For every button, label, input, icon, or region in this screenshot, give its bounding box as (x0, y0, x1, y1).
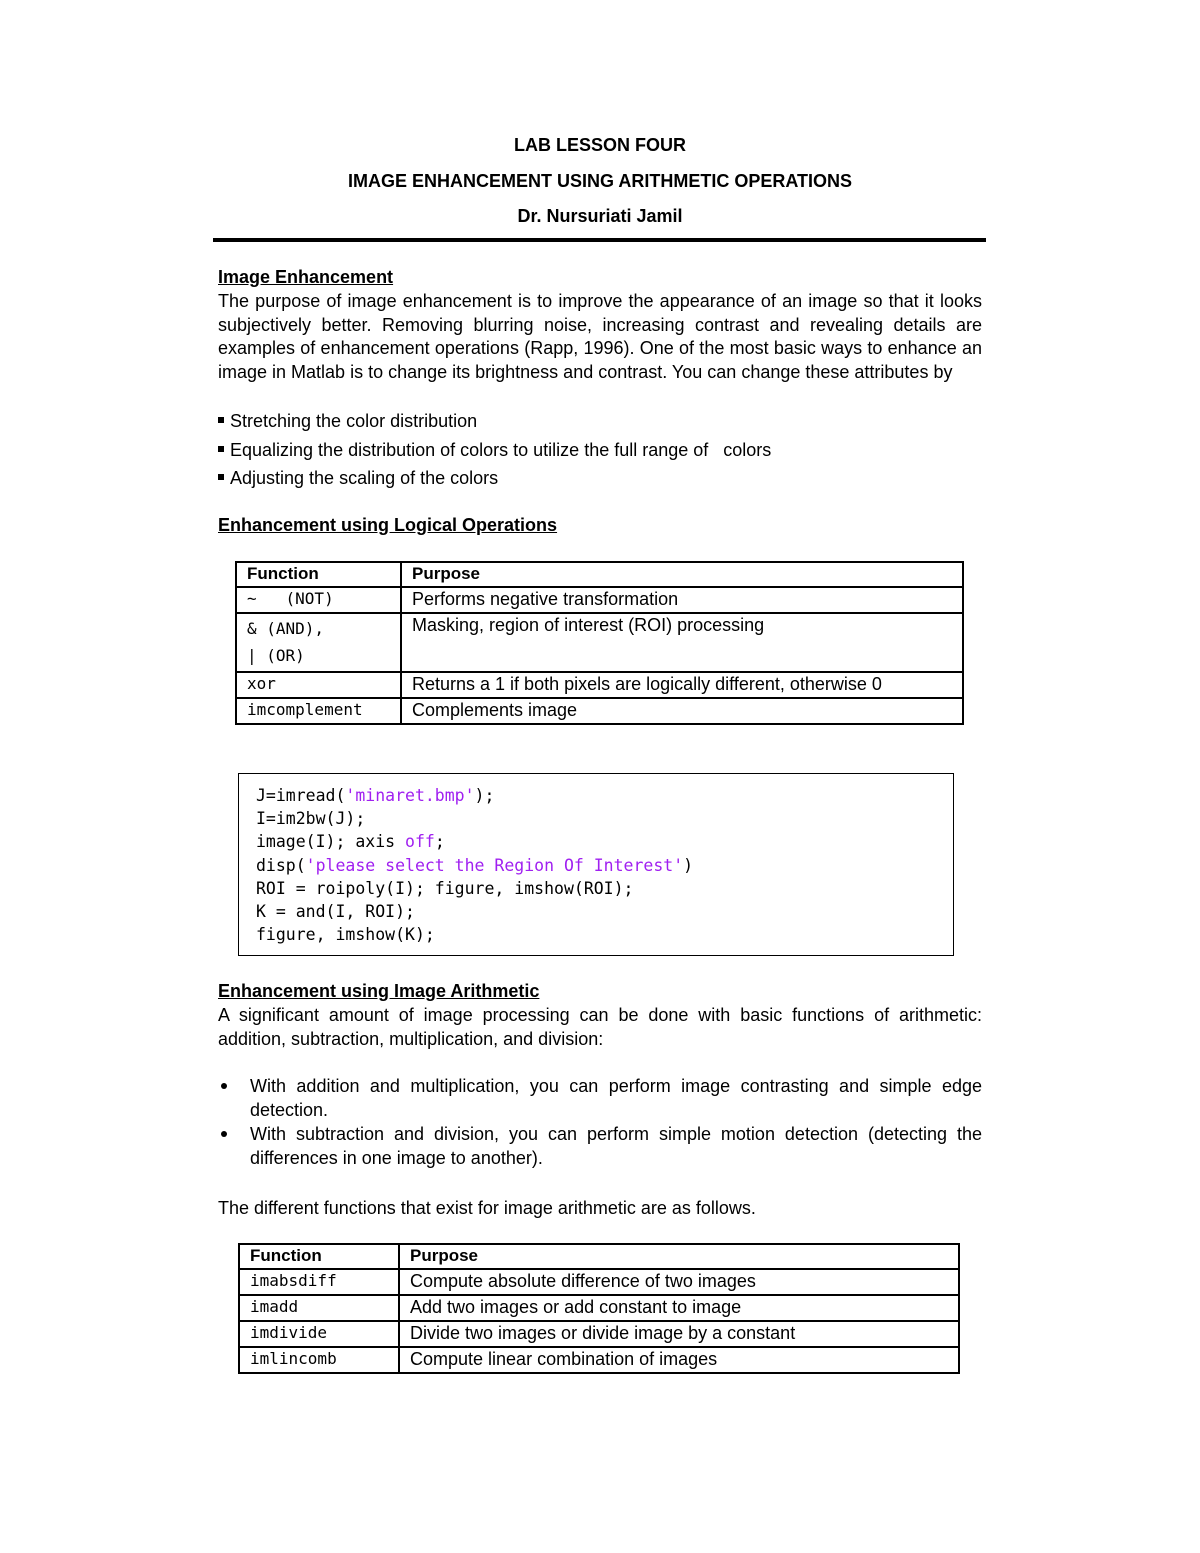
list-item: Adjusting the scaling of the colors (218, 468, 498, 489)
purpose-cell: Masking, region of interest (ROI) processing (401, 613, 963, 672)
table-row (236, 698, 963, 724)
square-bullet-icon (218, 446, 224, 452)
header-divider (213, 238, 986, 242)
lesson-subtitle: IMAGE ENHANCEMENT USING ARITHMETIC OPERATIONS (347, 171, 852, 191)
square-bullet-icon (218, 474, 224, 480)
purpose-cell: Performs negative transformation (401, 587, 963, 613)
purpose-cell: Compute linear combination of images (399, 1347, 959, 1373)
logical-operations-table (235, 561, 964, 725)
list-item: Stretching the color distribution (218, 411, 477, 432)
column-header: Purpose (401, 562, 963, 587)
table-row (236, 672, 963, 698)
code-listing: J=imread('minaret.bmp'); I=im2bw(J); image(I); axis off; disp('please select the Region Of Interest') ROI = roipoly(I); figure, imshow(ROI); K = and(I, ROI); figure, imshow(K); (256, 786, 694, 945)
table-row (239, 1269, 959, 1295)
function-cell: imadd (239, 1295, 399, 1321)
function-cell: imlincomb (239, 1347, 399, 1373)
arithmetic-bullet-list (218, 1074, 982, 1170)
intro-paragraph: The purpose of image enhancement is to improve the appearance of an image so that it looks subjectively better. Removing blurring noise, increasing contrast and revealing details are examples of enhancement operations (Rapp, 1996). One of the most basic ways to enhance an image in Matlab is to change its brightness and contrast. You can change these attributes by (218, 291, 982, 382)
list-item: Equalizing the distribution of colors to utilize the full range of colors (218, 440, 771, 461)
table-row (239, 1347, 959, 1373)
matlab-code-block (238, 773, 954, 956)
purpose-cell: Divide two images or divide image by a constant (399, 1321, 959, 1347)
function-cell: ~ (NOT) (236, 587, 401, 613)
purpose-cell: Add two images or add constant to image (399, 1295, 959, 1321)
lesson-title: LAB LESSON FOUR (513, 135, 686, 155)
bullet-dot-icon (221, 1131, 227, 1137)
table-header-row (239, 1244, 959, 1269)
square-bullet-icon (218, 417, 224, 423)
arithmetic-functions-table (238, 1243, 960, 1374)
column-header: Function (236, 562, 401, 587)
table-row (236, 587, 963, 613)
table-row (236, 613, 963, 672)
table-header-row (236, 562, 963, 587)
purpose-cell: Compute absolute difference of two images (399, 1269, 959, 1295)
section-heading-image-enhancement: Image Enhancement (218, 267, 394, 287)
bullet-dot-icon (221, 1083, 227, 1089)
author-name: Dr. Nursuriati Jamil (517, 206, 683, 226)
function-cell: imabsdiff (239, 1269, 399, 1295)
table-row (239, 1295, 959, 1321)
list-item: With addition and multiplication, you can perform image contrasting and simple edge detection. (218, 1074, 982, 1122)
section-heading-logical-operations: Enhancement using Logical Operations (218, 515, 558, 535)
function-cell: imdivide (239, 1321, 399, 1347)
list-item: With subtraction and division, you can perform simple motion detection (detecting the differences in one image to another). (218, 1122, 982, 1170)
section-heading-image-arithmetic: Enhancement using Image Arithmetic (218, 981, 540, 1001)
function-cell: & (AND), | (OR) (236, 613, 401, 672)
arithmetic-paragraph: A significant amount of image processing can be done with basic functions of arithmetic: addition, subtraction, multiplication, and division: (218, 1005, 982, 1049)
closing-sentence: The different functions that exist for image arithmetic are as follows. (218, 1198, 756, 1218)
function-cell: imcomplement (236, 698, 401, 724)
purpose-cell: Returns a 1 if both pixels are logically different, otherwise 0 (401, 672, 963, 698)
table-row (239, 1321, 959, 1347)
function-cell: xor (236, 672, 401, 698)
purpose-cell: Complements image (401, 698, 963, 724)
column-header: Function (239, 1244, 399, 1269)
column-header: Purpose (399, 1244, 959, 1269)
